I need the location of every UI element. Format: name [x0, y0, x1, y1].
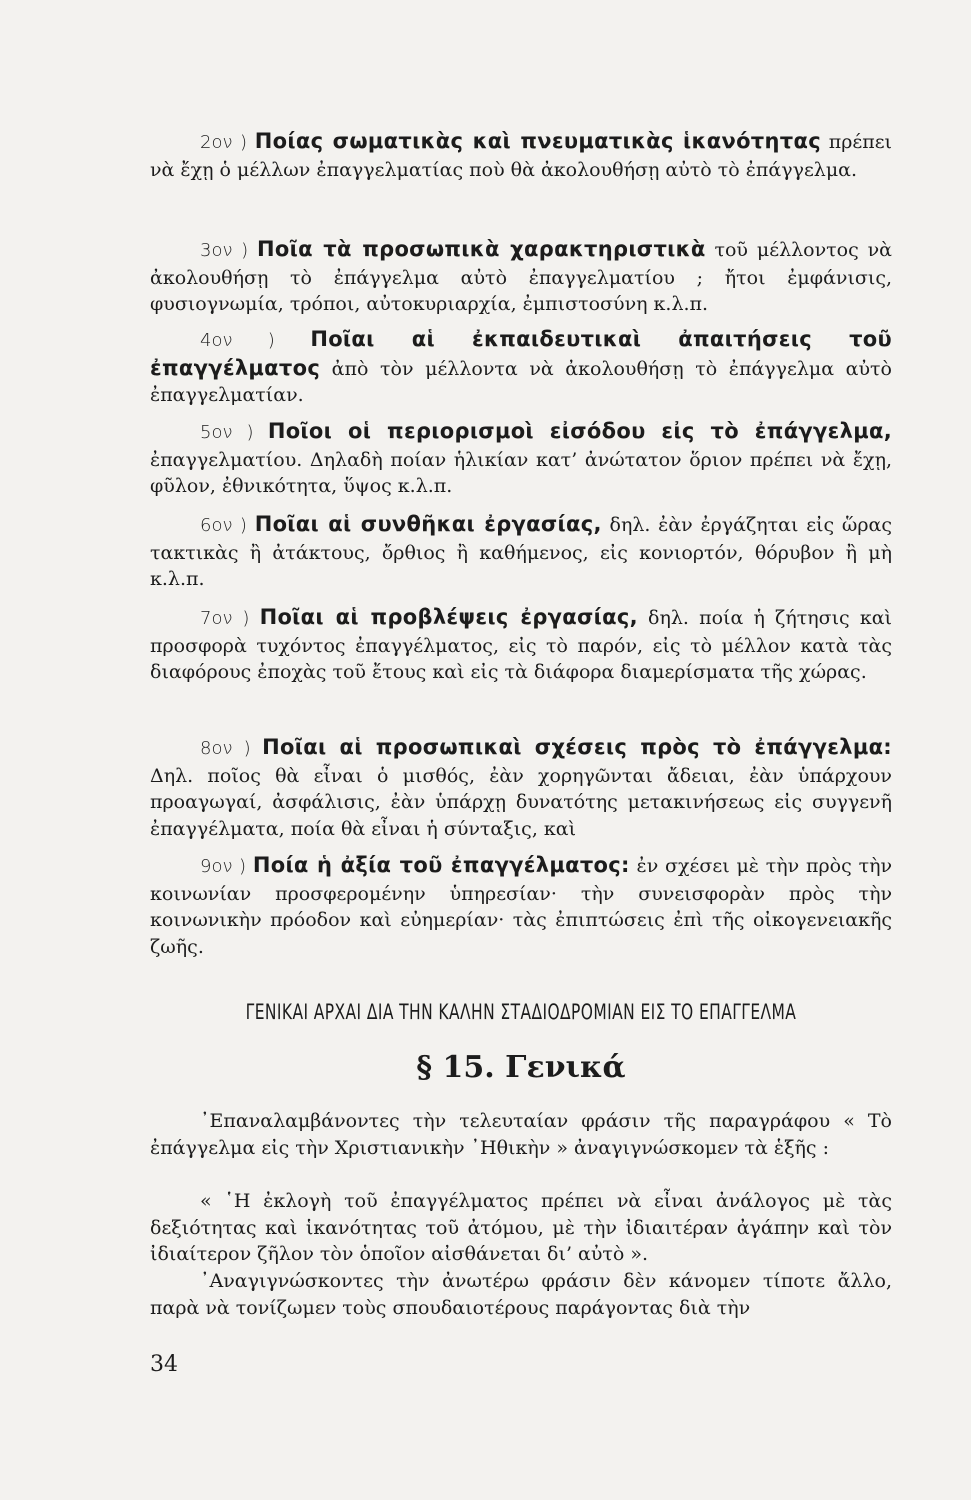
list-item-7 [150, 604, 892, 686]
item-number: 5ον ) [200, 422, 254, 443]
item-title: Ποία ἡ ἀξία τοῦ ἐπαγγέλματος: [252, 853, 630, 877]
paragraph-1: ᾿Επαναλαμβάνοντες τὴν τελευταίαν φράσιν τῆς παραγράφου « Τὸ ἐπάγγελμα εἰς τὴν Χριστιανικὴν ᾿Ηθικὴν » ἀναγιγνώσκομεν τὰ ἑξῆς : [150, 1110, 892, 1159]
item-text: Δηλ. ποῖος θὰ εἶναι ὁ μισθός, ἐὰν χορηγῶνται ἄδειαι, ἐὰν ὑπάρχουν προαγωγαί, ἀσφάλισις, ἐὰν ὑπάρχῃ δυνατότης μετακινήσεως εἰς συγγενῆ ἐπαγγέλματα, ποία θὰ εἶναι ἡ σύνταξις, καὶ [150, 764, 892, 840]
item-text: δηλ. ποία ἡ ζήτησις καὶ προσφορὰ τυχόντος ἐπαγγέλματος, εἰς τὸ παρόν, εἰς τὸ μέλλον κατὰ τὰς διαφόρους ἐποχὰς τοῦ ἔτους καὶ εἰς τὰ διάφορα διαμερίσματα τῆς χώρας. [150, 607, 892, 683]
item-text: ἐν σχέσει μὲ τὴν πρὸς τὴν κοινωνίαν προσφερομένην ὑπηρεσίαν· τὴν συνεισφορὰν πρὸς τὴν κοινωνικὴν πρόοδον καὶ εὐημερίαν· τὰς ἐπιπτώσεις ἐπὶ τῆς οἰκογενειακῆς ζωῆς. [150, 855, 893, 958]
item-text: δηλ. ἐὰν ἐργάζηται εἰς ὥρας τακτικὰς ἢ ἀτάκτους, ὄρθιος ἢ καθήμενος, εἰς κονιορτόν, θόρυβον ἢ μὴ κ.λ.π. [150, 514, 892, 590]
item-text: ἐπαγγελματίου. Δηλαδὴ ποίαν ἡλικίαν κατ’ ἀνώτατον ὅριον πρέπει νὰ ἔχῃ, φῦλον, ἐθνικότητα, ὕψος κ.λ.π. [150, 448, 892, 497]
list-item-2 [150, 128, 892, 183]
item-title: Ποῖοι οἱ περιορισμοὶ εἰσόδου εἰς τὸ ἐπάγγελμα, [267, 419, 892, 443]
list-item-4 [150, 326, 892, 409]
item-title: Ποῖαι αἱ συνθῆκαι ἐργασίας, [254, 512, 602, 536]
item-text: τοῦ μέλλοντος νὰ ἀκολουθήσῃ τὸ ἐπάγγελμα αὐτὸ ἐπαγγελματίου ; ἤτοι ἐμφάνισις, φυσιογνωμία, τρόποι, αὐτοκυριαρχία, ἐμπιστοσύνη κ.λ.π. [150, 239, 893, 315]
paragraph-quote: « ῾Η ἐκλογὴ τοῦ ἐπαγγέλματος πρέπει νὰ εἶναι ἀνάλογος μὲ τὰς δεξιότητας καὶ ἱκανότητας τοῦ ἀτόμου, μὲ τὴν ἰδιαιτέραν ἀγάπην καὶ τὸν ἰδιαίτερον ζῆλον τὸν ὁποῖον αἰσθάνεται δι’ αὐτὸ ». [150, 1190, 892, 1265]
item-title: Ποῖαι αἱ προσωπικαὶ σχέσεις πρὸς τὸ ἐπάγγελμα: [262, 735, 893, 759]
item-number: 2ον ) [200, 132, 247, 153]
item-number: 9ον ) [200, 856, 247, 877]
page-number: 34 [150, 1352, 178, 1377]
list-item-6 [150, 511, 892, 593]
item-title: Ποῖαι αἱ ἐκπαιδευτικαὶ ἀπαιτήσεις τοῦ ἐπαγγέλματος [150, 327, 892, 380]
list-item-8 [150, 734, 892, 842]
section-title: § 15. Γενικά [416, 1050, 626, 1085]
item-number: 7ον ) [200, 608, 250, 629]
item-title: Ποίας σωματικὰς καὶ πνευματικὰς ἱκανότητας [254, 129, 821, 153]
item-title: Ποῖαι αἱ προβλέψεις ἐργασίας, [259, 605, 638, 629]
chapter-heading: ΓΕΝΙΚΑΙ ΑΡΧΑΙ ΔΙΑ ΤΗΝ ΚΑΛΗΝ ΣΤΑΔΙΟΔΡΟΜΙΑΝ ΕΙΣ ΤΟ ΕΠΑΓΓΕΛΜΑ [245, 1000, 797, 1024]
item-title: Ποῖα τὰ προσωπικὰ χαρακτηριστικὰ [257, 237, 706, 261]
item-number: 3ον ) [200, 240, 249, 261]
list-item-5 [150, 418, 892, 500]
paragraph-3: ᾿Αναγιγνώσκοντες τὴν ἀνωτέρω φράσιν δὲν κάνομεν τίποτε ἄλλο, παρὰ νὰ τονίζωμεν τοὺς σπουδαιοτέρους παράγοντας διὰ τὴν [150, 1270, 892, 1319]
list-item-9 [150, 852, 892, 960]
item-text: ἀπὸ τὸν μέλλοντα νὰ ἀκολουθήσῃ τὸ ἐπάγγελμα αὐτὸ ἐπαγγελματίαν. [150, 357, 892, 406]
item-number: 4ον ) [200, 330, 275, 351]
item-number: 8ον ) [200, 738, 251, 759]
list-item-3 [150, 236, 892, 318]
item-text: πρέπει νὰ ἔχῃ ὁ μέλλων ἐπαγγελματίας ποὺ θὰ ἀκολουθήσῃ αὐτὸ τὸ ἐπάγγελμα. [150, 131, 892, 181]
item-number: 6ον ) [200, 515, 247, 536]
